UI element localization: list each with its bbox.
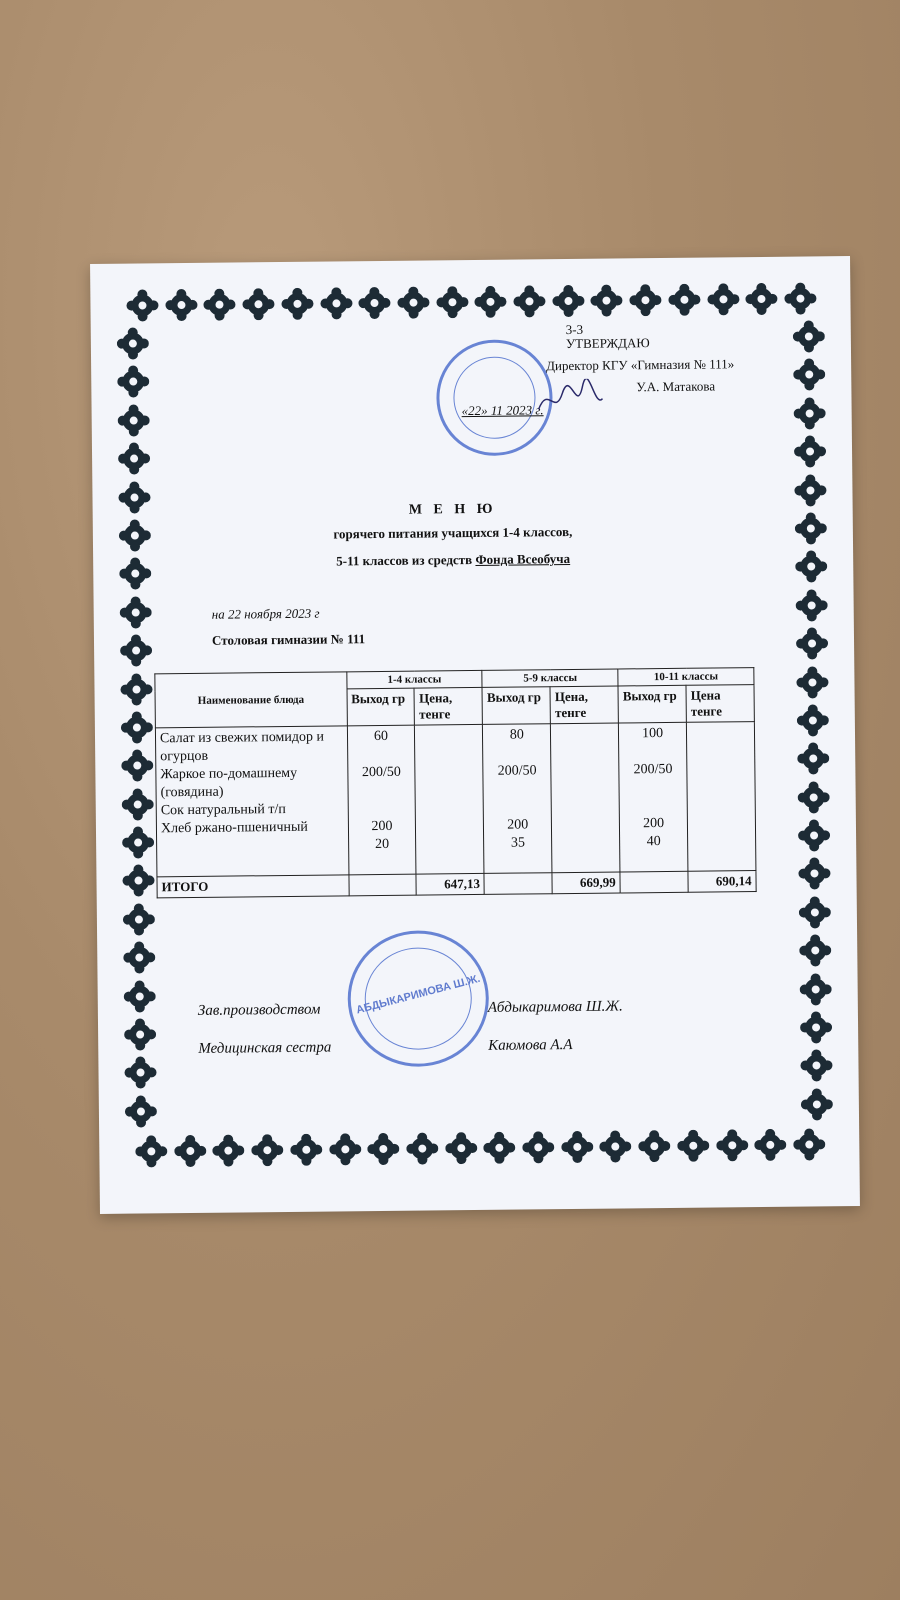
header-group-1-4: 1-4 классы [346, 670, 482, 688]
header-price: Цена тенге [686, 685, 754, 723]
yield-value: 60 [373, 728, 389, 745]
ornament-motif [213, 1134, 245, 1166]
dish-list [155, 726, 348, 877]
yield-value: 100 [642, 726, 664, 742]
ornament-motif [798, 819, 830, 851]
ornament-motif [118, 404, 150, 436]
table-row [155, 722, 756, 877]
header-group-5-9: 5-9 классы [482, 669, 618, 687]
ornament-motif [436, 286, 468, 318]
ornament-motif [754, 1129, 786, 1161]
ornament-motif [120, 596, 152, 628]
ornament-motif [120, 673, 152, 705]
ornament-motif [120, 635, 152, 667]
ornament-border-top [126, 282, 816, 321]
ornament-motif [513, 285, 545, 317]
ornament-motif [117, 327, 149, 359]
yields-5-9 [483, 724, 552, 874]
ornament-motif [668, 284, 700, 316]
ornament-motif [117, 366, 149, 398]
ornament-motif [795, 551, 827, 583]
ornament-motif [329, 1133, 361, 1165]
ornament-motif [801, 1088, 833, 1120]
ornament-motif [800, 1050, 832, 1082]
yield-value: 35 [510, 835, 526, 851]
ornament-motif [445, 1132, 477, 1164]
ornament-motif [796, 627, 828, 659]
menu-table [154, 667, 756, 898]
menu-date: на 22 ноября 2023 г [211, 605, 320, 622]
ornament-motif [552, 285, 584, 317]
ornament-motif [794, 435, 826, 467]
canteen-name: Столовая гимназии № 111 [211, 631, 366, 648]
ornament-motif [746, 283, 778, 315]
ornament-motif [793, 397, 825, 429]
ornament-motif [397, 286, 429, 318]
subtitle-2-prefix: 5-11 классов из средств [336, 551, 476, 569]
header-yield: Выход гр [347, 688, 415, 726]
document-subtitle-2 [153, 549, 753, 571]
ornament-motif [799, 935, 831, 967]
ornament-motif [122, 865, 154, 897]
price-cell [551, 723, 620, 873]
yield-value: 40 [646, 834, 661, 850]
ornament-motif [798, 781, 830, 813]
ornament-motif [124, 1057, 156, 1089]
ornament-motif [118, 443, 150, 475]
ornament-motif [795, 589, 827, 621]
yield-value: 200/50 [497, 763, 537, 779]
signature-nurse [198, 1036, 573, 1058]
approval-date: «22» 11 2023 г. [461, 402, 544, 419]
total-empty [484, 873, 552, 895]
ornament-motif [123, 903, 155, 935]
ornament-motif [124, 1018, 156, 1050]
ornament-motif [165, 289, 197, 321]
ornament-motif [174, 1135, 206, 1167]
ornament-motif [600, 1130, 632, 1162]
ornament-motif [795, 512, 827, 544]
approval-director-name: У.А. Матакова [636, 378, 716, 395]
yield-value: 200 [371, 818, 393, 835]
yield-value: 200 [642, 816, 665, 832]
ornament-motif [125, 1095, 157, 1127]
ornament-motif [204, 288, 236, 320]
stamp-text: АБДЫКАРИМОВА Ш.Ж. [354, 972, 482, 1017]
ornament-motif [290, 1134, 322, 1166]
ornament-motif [716, 1129, 748, 1161]
ornament-border-bottom [135, 1128, 825, 1167]
ornament-motif [126, 289, 158, 321]
ornament-motif [797, 743, 829, 775]
ornament-motif [793, 320, 825, 352]
ornament-motif [794, 474, 826, 506]
approval-code: 3-3 [565, 321, 584, 338]
total-1-4: 647,13 [416, 873, 484, 895]
ornament-motif [359, 287, 391, 319]
total-empty [349, 874, 417, 896]
header-dish: Наименование блюда [155, 672, 347, 728]
signature-production [197, 998, 623, 1020]
yields-1-4 [347, 725, 416, 875]
ornament-motif [522, 1131, 554, 1163]
ornament-motif [119, 519, 151, 551]
director-signature [536, 379, 606, 420]
yield-value: 200 [507, 817, 529, 833]
ornament-motif [561, 1131, 593, 1163]
production-name: Абдыкаримова Ш.Ж. [487, 998, 623, 1016]
approval-block [461, 317, 777, 422]
total-5-9: 669,99 [552, 872, 620, 894]
ornament-motif [124, 980, 156, 1012]
ornament-border-left [117, 327, 157, 1127]
ornament-motif [591, 284, 623, 316]
ornament-motif [800, 973, 832, 1005]
approval-heading: УТВЕРЖДАЮ [565, 335, 650, 352]
ornament-motif [281, 288, 313, 320]
ornament-motif [121, 750, 153, 782]
ornament-motif [123, 942, 155, 974]
ornament-motif [483, 1132, 515, 1164]
ornament-motif [784, 282, 816, 314]
dish-name: Салат из свежих помидор и огурцов [159, 729, 325, 765]
ornament-motif [796, 666, 828, 698]
ornament-motif [707, 283, 739, 315]
header-yield: Выход гр [482, 687, 550, 725]
header-yield: Выход гр [618, 685, 686, 723]
ornament-motif [797, 704, 829, 736]
ornament-motif [121, 711, 153, 743]
document-subtitle-1: горячего питания учащихся 1-4 классов, [333, 523, 573, 542]
subtitle-2-fund: Фонда Всеобуча [475, 550, 571, 567]
ornament-motif [677, 1130, 709, 1162]
yield-value: 200/50 [361, 764, 401, 781]
total-empty [620, 871, 688, 893]
ornament-motif [122, 826, 154, 858]
header-price: Цена, тенге [550, 686, 618, 724]
price-cell [415, 724, 484, 874]
approval-director: Директор КГУ «Гимназия № 111» [546, 356, 735, 374]
production-role: Зав.производством [197, 1001, 321, 1019]
ornament-motif [119, 558, 151, 590]
total-10-11: 690,14 [688, 871, 756, 893]
ornament-motif [367, 1133, 399, 1165]
yields-10-11 [619, 722, 688, 872]
total-label: ИТОГО [157, 875, 349, 898]
header-price: Цена, тенге [414, 687, 482, 725]
ornament-motif [251, 1134, 283, 1166]
ornament-motif [798, 858, 830, 890]
dish-name: Жаркое по-домашнему (говядина) [160, 765, 298, 801]
nurse-name: Каюмова А.А [488, 1036, 573, 1054]
ornament-motif [135, 1135, 167, 1167]
menu-document [90, 256, 860, 1214]
ornament-motif [800, 1011, 832, 1043]
yield-value: 200/50 [633, 761, 673, 778]
nurse-role: Медицинская сестра [198, 1039, 332, 1057]
document-title: М Е Н Ю [408, 501, 497, 518]
ornament-motif [122, 788, 154, 820]
ornament-motif [475, 286, 507, 318]
ornament-motif [638, 1130, 670, 1162]
ornament-motif [118, 481, 150, 513]
ornament-border-right [793, 320, 833, 1120]
ornament-motif [793, 359, 825, 391]
ornament-motif [242, 288, 274, 320]
ornament-motif [629, 284, 661, 316]
ornament-motif [406, 1132, 438, 1164]
dish-name: Сок натуральный т/п [160, 801, 286, 819]
ornament-motif [793, 1128, 825, 1160]
official-stamp-bottom [347, 930, 489, 1067]
header-group-10-11: 10-11 классы [618, 668, 754, 686]
dish-name: Хлеб ржано-пшеничный [160, 819, 308, 837]
ornament-motif [799, 896, 831, 928]
yield-value: 20 [375, 836, 390, 853]
ornament-motif [320, 287, 352, 319]
yield-value: 80 [509, 727, 524, 743]
price-cell [686, 722, 755, 872]
